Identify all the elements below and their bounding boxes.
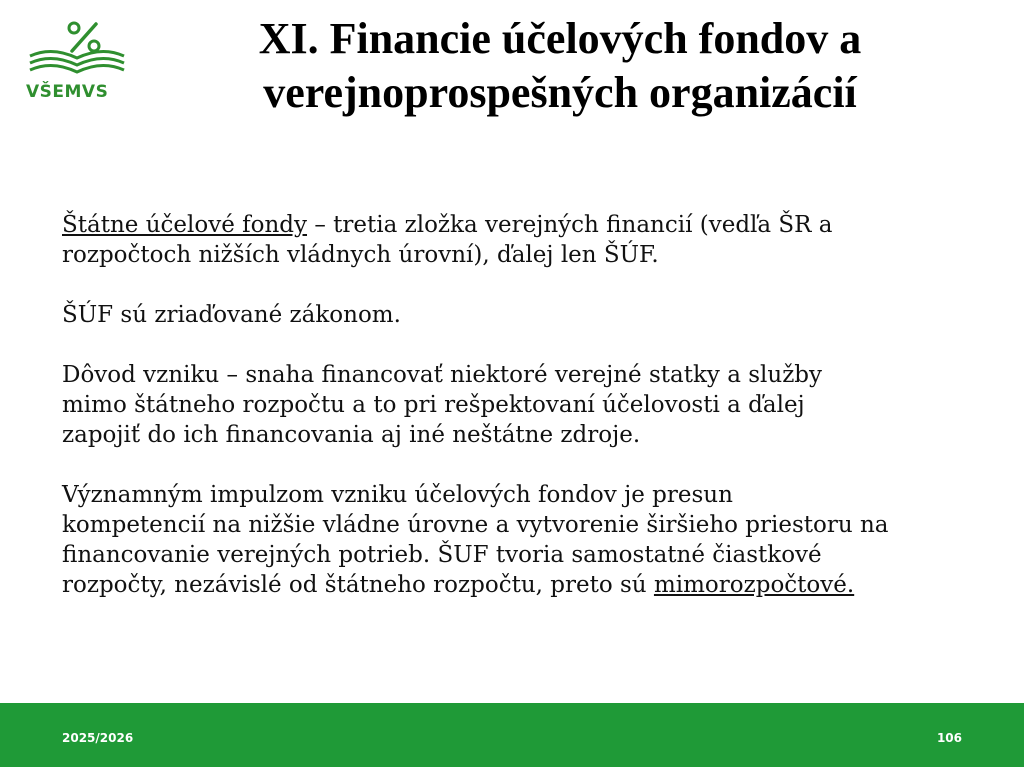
slide-title-line-1: XI. Financie účelových fondov a xyxy=(258,14,862,63)
footer-date: 2025/2026 xyxy=(62,731,134,745)
paragraph-reason-line-3: zapojiť do ich financovania aj iné neštátne zdroje. xyxy=(62,422,641,448)
paragraph-reason xyxy=(62,360,982,450)
paragraph-impulse-line-3: financovanie verejných potrieb. ŠUF tvoria samostatné čiastkové xyxy=(62,542,822,568)
page-number: 106 xyxy=(936,731,962,745)
school-logo xyxy=(22,18,132,108)
paragraph-impulse-line-2: kompetencií na nižšie vládne úrovne a vytvorenie širšieho priestoru na xyxy=(62,512,889,538)
slide-body xyxy=(62,210,982,630)
logo-text: VŠEMVS xyxy=(26,82,109,102)
paragraph-impulse-line-1: Významným impulzom vzniku účelových fondov je presun xyxy=(62,482,733,508)
term-mimorozpoctove: mimorozpočtové. xyxy=(653,572,855,598)
paragraph-impulse-line-4: rozpočty, nezávislé od štátneho rozpočtu, preto sú xyxy=(62,572,654,598)
slide-title-line-2: verejnoprospešných organizácií xyxy=(263,68,857,117)
paragraph-law xyxy=(62,300,982,330)
paragraph-law-text: ŠÚF sú zriaďované zákonom. xyxy=(62,302,401,328)
term-statne-ucelove-fondy: Štátne účelové fondy xyxy=(62,212,308,238)
footer-bar xyxy=(0,703,1024,767)
open-book-percent-icon xyxy=(22,18,132,80)
slide-title xyxy=(150,12,970,120)
paragraph-definition xyxy=(62,210,982,270)
paragraph-reason-line-1: Dôvod vzniku – snaha financovať niektoré verejné statky a služby xyxy=(62,362,823,388)
paragraph-impulse xyxy=(62,480,982,600)
paragraph-definition-text-b: rozpočtoch nižších vládnych úrovní), ďalej len ŠÚF. xyxy=(62,242,659,268)
paragraph-definition-text-a: – tretia zložka verejných financií (vedľa ŠR a xyxy=(307,212,833,238)
paragraph-reason-line-2: mimo štátneho rozpočtu a to pri rešpektovaní účelovosti a ďalej xyxy=(62,392,805,418)
